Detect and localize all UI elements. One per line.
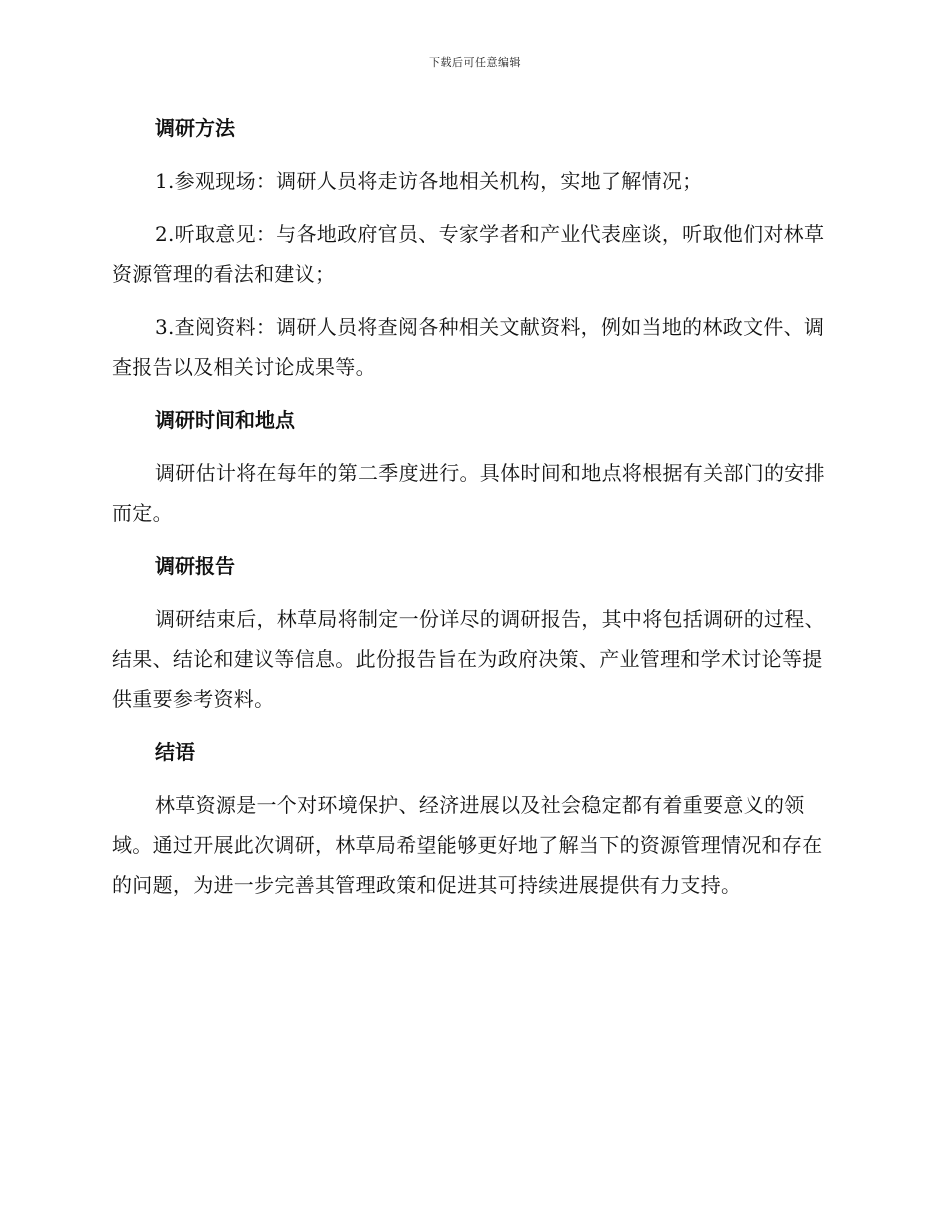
paragraph-report: 调研结束后，林草局将制定一份详尽的调研报告，其中将包括调研的过程、结果、结论和建议等信息。此份报告旨在为政府决策、产业管理和学术讨论等提供重要参考资料。 [112,607,825,711]
section-heading-methods: 调研方法 [155,116,235,140]
page-header: 下载后可任意编辑 [429,56,521,69]
paragraph-time-place: 调研估计将在每年的第二季度进行。具体时间和地点将根据有关部门的安排而定。 [112,461,825,525]
paragraph-listen-opinions: 2.听取意见：与各地政府官员、专家学者和产业代表座谈，听取他们对林草资源管理的看法和建议； [112,222,825,286]
paragraph-review-materials: 3.查阅资料：调研人员将查阅各种相关文献资料，例如当地的林政文件、调查报告以及相关讨论成果等。 [112,315,825,379]
section-heading-conclusion: 结语 [155,740,195,764]
section-heading-time-place: 调研时间和地点 [155,408,295,432]
paragraph-site-visit: 1.参观现场：调研人员将走访各地相关机构，实地了解情况； [155,169,703,193]
section-heading-report: 调研报告 [155,554,235,578]
paragraph-conclusion: 林草资源是一个对环境保护、经济进展以及社会稳定都有着重要意义的领域。通过开展此次调研，林草局希望能够更好地了解当下的资源管理情况和存在的问题，为进一步完善其管理政策和促进其可持续进展提供有力支持。 [112,793,823,897]
document-body [112,108,832,918]
